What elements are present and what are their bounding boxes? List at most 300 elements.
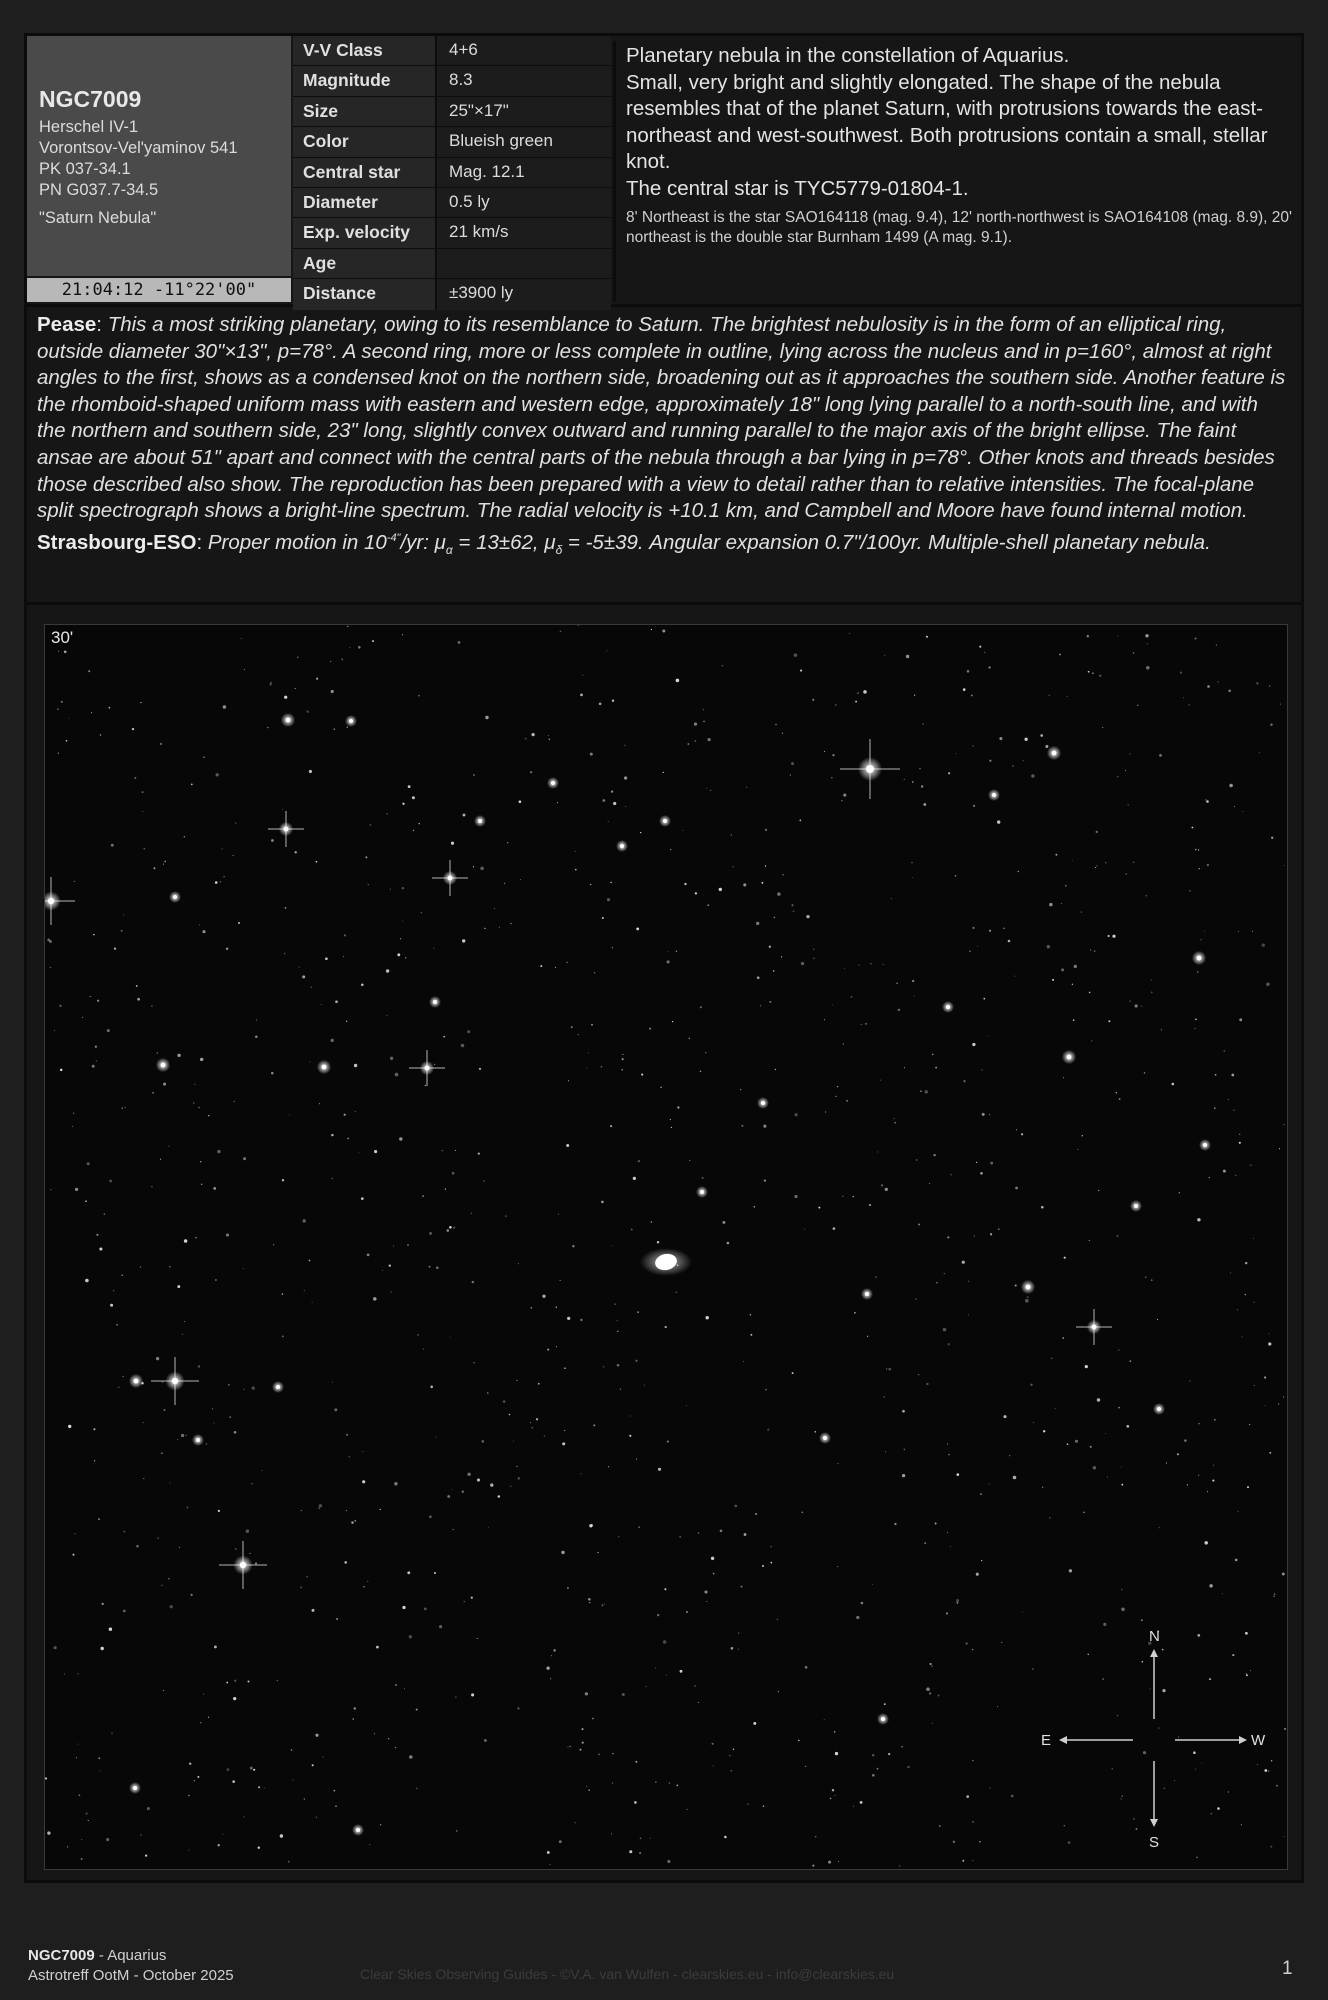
star (846, 1100, 848, 1102)
star (318, 1507, 320, 1509)
star (824, 751, 825, 752)
star (608, 1466, 609, 1467)
star (935, 1067, 937, 1069)
star (471, 1597, 473, 1599)
star (1198, 1423, 1200, 1425)
star (982, 1113, 985, 1116)
nickname: "Saturn Nebula" (39, 209, 157, 227)
star (297, 657, 298, 658)
star (997, 1706, 998, 1707)
property-value: Blueish green (437, 127, 611, 156)
star (331, 1039, 334, 1042)
star (812, 699, 814, 701)
star (567, 1746, 568, 1747)
star (1218, 681, 1219, 682)
star (498, 1495, 501, 1498)
star (1246, 1674, 1248, 1676)
star (896, 983, 897, 984)
star (218, 1510, 220, 1512)
star (1097, 1398, 1100, 1401)
star (682, 830, 683, 831)
property-key: V-V Class (293, 36, 437, 65)
star (85, 1200, 87, 1202)
star (309, 1061, 310, 1062)
star (347, 1137, 349, 1139)
star (87, 1162, 90, 1165)
star (177, 1285, 180, 1288)
star (859, 965, 860, 966)
star (1061, 968, 1064, 971)
star (956, 1602, 958, 1604)
property-value: 8.3 (437, 66, 611, 95)
star (1001, 1642, 1002, 1643)
star (1239, 1134, 1240, 1135)
star (86, 1813, 88, 1815)
star (1011, 1795, 1014, 1798)
star (309, 770, 312, 773)
star (1121, 1484, 1123, 1486)
star (775, 1069, 776, 1070)
star (464, 1601, 465, 1602)
star (1096, 865, 1097, 866)
star (932, 1723, 933, 1724)
star (447, 1495, 450, 1498)
star (161, 1585, 162, 1586)
star (467, 1473, 470, 1476)
bright-star (861, 1288, 873, 1300)
star (354, 1520, 356, 1522)
star (872, 1774, 875, 1777)
star (731, 1647, 734, 1650)
star (331, 690, 334, 693)
star (740, 1586, 742, 1588)
star (777, 892, 780, 895)
star (824, 1719, 825, 1720)
star (1200, 939, 1201, 940)
arrow-right-icon (1239, 1736, 1247, 1744)
star (234, 1431, 237, 1434)
star (1206, 800, 1209, 803)
star (629, 1435, 631, 1437)
star (602, 799, 605, 802)
star (578, 625, 579, 626)
star (1052, 979, 1054, 981)
property-row (293, 127, 611, 157)
property-row (293, 249, 611, 279)
star (775, 724, 777, 726)
star (450, 1337, 451, 1338)
star (831, 777, 832, 778)
star (575, 851, 576, 852)
star (547, 1349, 549, 1351)
star (143, 1478, 144, 1479)
star (926, 636, 928, 638)
star (1129, 753, 1130, 754)
star (651, 629, 652, 630)
star (1207, 1491, 1208, 1492)
star (284, 953, 286, 955)
star (1195, 849, 1197, 851)
property-key: Central star (293, 158, 437, 187)
star (757, 976, 760, 979)
star (95, 1046, 97, 1048)
star (582, 1742, 584, 1744)
star (870, 963, 871, 964)
star (412, 796, 415, 799)
bright-star (616, 840, 628, 852)
properties-table (293, 36, 611, 302)
star (853, 1806, 854, 1807)
star (877, 1768, 879, 1770)
star (363, 1586, 364, 1587)
star (707, 738, 710, 741)
property-row (293, 158, 611, 188)
property-value: 25"×17" (437, 97, 611, 126)
star (764, 1179, 766, 1181)
star (602, 917, 604, 919)
bright-star (151, 1357, 199, 1405)
star (417, 1334, 419, 1336)
star (247, 1680, 249, 1682)
star (1230, 1272, 1231, 1273)
star (1121, 1467, 1122, 1468)
star (407, 1571, 410, 1574)
star (899, 1865, 900, 1866)
star (477, 1638, 478, 1639)
star (1262, 943, 1265, 946)
star (613, 802, 616, 805)
star (843, 794, 846, 797)
star (479, 1068, 481, 1070)
star (568, 1080, 569, 1081)
star (461, 1044, 465, 1048)
star (912, 781, 914, 783)
footer-credits: Clear Skies Observing Guides - ©V.A. van Wulfen - clearskies.eu - info@clearskies.eu (360, 1966, 895, 1982)
star (666, 1675, 667, 1676)
star (907, 1766, 910, 1769)
star (1172, 1083, 1175, 1086)
star (280, 1834, 283, 1837)
star (853, 1196, 854, 1197)
star (912, 877, 913, 878)
star (409, 1755, 413, 1759)
star (593, 1424, 595, 1426)
star (837, 1086, 839, 1088)
star (1032, 1668, 1034, 1670)
star (556, 1346, 557, 1347)
star (835, 1752, 838, 1755)
star (88, 1820, 89, 1821)
star (140, 1266, 141, 1267)
star (368, 884, 369, 885)
star (1197, 1218, 1200, 1221)
star (571, 1026, 573, 1028)
star (865, 1023, 866, 1024)
star (684, 883, 686, 885)
star (116, 1324, 118, 1326)
bright-star (942, 1001, 954, 1013)
star (1077, 1149, 1078, 1150)
star (421, 912, 422, 913)
description (613, 41, 1313, 302)
star (1059, 654, 1061, 656)
star (390, 889, 391, 890)
star (1130, 1001, 1131, 1002)
star (88, 670, 90, 672)
star (1126, 873, 1127, 874)
star (894, 1122, 896, 1124)
star (663, 1640, 666, 1643)
star (763, 1806, 764, 1807)
star (1062, 1337, 1064, 1339)
star (1049, 903, 1053, 907)
star (301, 1510, 302, 1511)
star (81, 1858, 83, 1860)
historical-notes: Pease: This a most striking planetary, owing to its resemblance to Saturn. The brightest nebulosity is in the form of an elliptical ring, outside diameter 30"×13", p=78°. A second ring, more or less complete in outline, lying across the nucleus and in p=160°, almost at right angles to the first, shows as a condensed knot on the northern side, broadening out as it approaches the southern side. Another feature is the rhomboid-shaped uniform mass with eastern and western edge, approximately 18" long lying parallel to a north-south line, and with the northern and southern side, 23" long, slightly convex outward and running parallel to the major axis of the bright ellipse. The faint ansae are about 51" apart and connect with the central parts of the nebula through a bar lying in p=78°. Other knots and threads besides those described also show. The reproduction has been prepared with a view to detail rather than to relative intensities. The focal-plane split spectrograph shows a bright-line spectrum. The radial velocity is +10.1 km, and Campbell and Moore have found internal motion. Strasbourg-ESO: Proper motion in $10^{-4"}/yr$: $\mu_\alpha = 13\pm 62$, $\mu_\delta = -5\pm 39$. Angular expansion 0.7"/100yr. Multiple-shell planetary nebula. (27, 307, 1301, 605)
star (1025, 1299, 1029, 1303)
star (680, 1536, 681, 1537)
star (633, 1177, 636, 1180)
star (1003, 1415, 1006, 1418)
star (694, 1685, 695, 1686)
star (243, 1157, 246, 1160)
star (686, 1611, 688, 1613)
star (215, 881, 218, 884)
star (74, 881, 75, 882)
star (316, 1817, 317, 1818)
star (179, 1547, 180, 1548)
star (773, 970, 775, 972)
star (388, 1738, 389, 1739)
star (824, 1019, 825, 1020)
star (703, 721, 705, 723)
star (746, 787, 747, 788)
star (828, 1861, 831, 1864)
star (253, 1769, 255, 1771)
star (549, 1864, 550, 1865)
star (530, 771, 532, 773)
star (1242, 811, 1243, 812)
star (1055, 854, 1057, 856)
star (916, 1299, 917, 1300)
star (631, 1229, 633, 1231)
star (91, 712, 92, 713)
star (386, 813, 387, 814)
star (939, 1825, 940, 1826)
star (186, 1435, 187, 1436)
star (226, 1682, 228, 1684)
star (948, 772, 950, 774)
star (208, 1115, 209, 1116)
star (226, 1233, 229, 1236)
star (320, 1004, 321, 1005)
star (94, 1460, 95, 1461)
star (778, 1691, 779, 1692)
property-value (437, 249, 611, 278)
star (200, 1161, 201, 1162)
star (423, 1349, 424, 1350)
star (698, 1702, 699, 1703)
star (798, 1740, 800, 1742)
star (1159, 1527, 1160, 1528)
star (510, 1486, 511, 1487)
star (152, 1092, 153, 1093)
star (968, 1314, 969, 1315)
star (319, 1504, 322, 1507)
star (60, 1069, 63, 1072)
star (332, 1178, 333, 1179)
star (408, 785, 411, 788)
star (706, 788, 707, 789)
star (972, 745, 974, 747)
star (72, 1554, 74, 1556)
star (948, 1343, 950, 1345)
arrow-down-icon (1150, 1819, 1158, 1827)
star (806, 915, 809, 918)
star (96, 1234, 98, 1236)
star (1093, 1466, 1096, 1469)
star (572, 1245, 574, 1247)
star (233, 855, 234, 856)
star (765, 1389, 766, 1390)
star (1063, 1077, 1064, 1078)
star (518, 1263, 519, 1264)
star (1013, 1476, 1017, 1480)
star (830, 1798, 832, 1800)
star (769, 946, 771, 948)
star (1252, 931, 1253, 932)
star (598, 1753, 600, 1755)
star (646, 1686, 647, 1687)
footer-left (28, 1946, 234, 1986)
star (422, 1195, 424, 1197)
star (655, 1667, 656, 1668)
star (557, 802, 558, 803)
star (1245, 1262, 1247, 1264)
star (707, 904, 709, 906)
star (306, 1576, 308, 1578)
star (1177, 1453, 1179, 1455)
star (670, 849, 671, 850)
star (1178, 1736, 1179, 1737)
star (553, 1649, 555, 1651)
star (635, 1761, 637, 1763)
star (525, 738, 527, 740)
note-text: This a most striking planetary, owing to its resemblance to Saturn. The brightest nebulosity is in the form of an elliptical ring, outside diameter 30"×13", p=78°. A second ring, more or less complete in outline, lying across the nucleus and in p=160°, almost at right angles to the first, shows as a condensed knot on the northern side, broadening out as it approaches the southern side. Another feature is the rhomboid-shaped uniform mass with eastern and western edge, approximately 18" long lying parallel to a north-south line, and with the northern and southern side, 23" long, slightly convex outward and running parallel to the major axis of the bright ellipse. The faint ansae are about 51" apart and connect with the central parts of the nebula through a bar lying in p=78°. Other knots and threads besides those described also show. The reproduction has been prepared with a view to detail rather than to relative intensities. The focal-plane split spectrograph shows a bright-line spectrum. The radial velocity is +10.1 km, and Campbell and Moore have found internal motion. (37, 313, 1286, 523)
star (1055, 1408, 1056, 1409)
star (702, 1177, 704, 1179)
star (774, 917, 776, 919)
star (169, 1146, 170, 1147)
star (1031, 774, 1035, 778)
star (471, 1213, 472, 1214)
star (929, 1692, 931, 1694)
star (488, 1527, 489, 1528)
star (1198, 849, 1199, 850)
star (636, 927, 639, 930)
star (1075, 1440, 1078, 1443)
star (168, 1578, 170, 1580)
star (763, 1125, 766, 1128)
star (347, 626, 348, 627)
star (227, 1768, 230, 1771)
star (50, 1189, 52, 1191)
star (110, 1304, 113, 1307)
star (232, 1780, 235, 1783)
star (1146, 666, 1150, 670)
star (112, 1733, 113, 1734)
star (341, 658, 343, 660)
star (109, 707, 111, 709)
star (306, 710, 308, 712)
star (1233, 1110, 1234, 1111)
star (332, 1382, 333, 1383)
star (1246, 1673, 1247, 1674)
bright-star (429, 996, 441, 1008)
star (843, 1043, 844, 1044)
star (1090, 1446, 1092, 1448)
star (68, 1425, 71, 1428)
star (1117, 1235, 1119, 1237)
star (193, 1102, 194, 1103)
star (258, 1786, 260, 1788)
star (1274, 1593, 1275, 1594)
star (1117, 776, 1118, 777)
star (367, 1254, 370, 1257)
star (429, 1515, 432, 1518)
star (1199, 868, 1200, 869)
star (641, 1074, 643, 1076)
star (932, 1054, 934, 1056)
star (980, 1172, 983, 1175)
star (197, 1776, 199, 1778)
star (888, 1368, 891, 1371)
star (1128, 804, 1129, 805)
star (1126, 1425, 1129, 1428)
star (453, 1529, 454, 1530)
bright-star (45, 877, 75, 925)
star (1161, 1029, 1162, 1030)
star (569, 1746, 571, 1748)
star (542, 1295, 545, 1298)
star (989, 760, 991, 762)
star (580, 694, 583, 697)
star (733, 1749, 735, 1751)
star (1069, 1569, 1072, 1572)
star (1193, 1751, 1196, 1754)
star (1142, 1661, 1144, 1663)
star (719, 888, 722, 891)
star (471, 1693, 474, 1696)
star (1209, 1584, 1212, 1587)
star (153, 867, 155, 869)
star (625, 806, 626, 807)
star (198, 1107, 200, 1109)
star (74, 1533, 75, 1534)
star (429, 1232, 432, 1235)
star (667, 1441, 669, 1443)
star (369, 824, 371, 826)
star (458, 641, 461, 644)
star (1187, 1484, 1188, 1485)
star (1254, 1385, 1255, 1386)
star (790, 774, 791, 775)
star (361, 984, 364, 987)
star (601, 1604, 603, 1606)
star (582, 1728, 584, 1730)
property-value: 0.5 ly (437, 188, 611, 217)
star (1030, 1384, 1032, 1386)
